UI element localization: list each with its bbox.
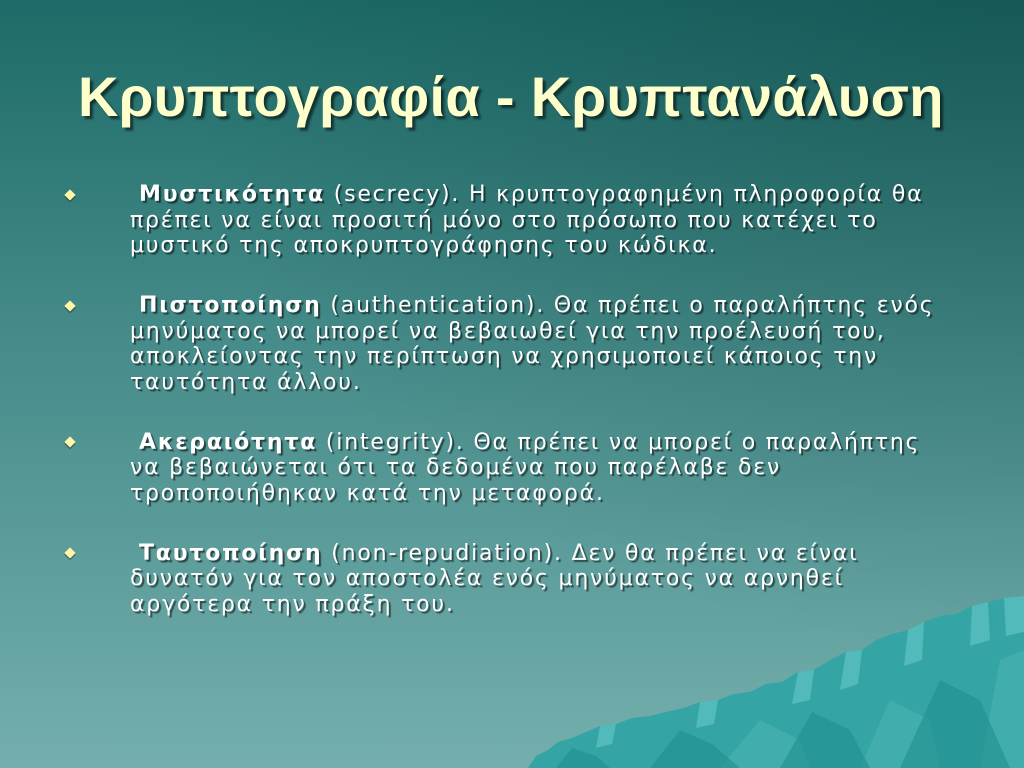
- bullet-line: [130, 541, 858, 567]
- bullet-line-text: (secrecy). Η κρυπτογραφημένη πληροφορία θα: [333, 182, 924, 207]
- bullet-text: [130, 293, 1024, 395]
- bullet-line-text: να βεβαιώνεται ότι τα δεδομένα που παρέλαβε δεν: [130, 455, 782, 480]
- bullet-line-text: (non-repudiation). Δεν θα πρέπει να είναι: [331, 540, 859, 566]
- slide-title: Κρυπτογραφία - Κρυπτανάλυση: [78, 65, 944, 128]
- bullet-line-text: αποκλείοντας την περίπτωση να χρησιμοποιεί κάποιος την: [130, 344, 879, 369]
- bullet-line-text: ταυτότητα άλλου.: [130, 369, 362, 395]
- bullet-line-text: μυστικό της αποκρυπτογράφησης του κώδικα.: [130, 233, 718, 258]
- bullet-item-secrecy: [0, 182, 1024, 259]
- bullet-line-text: αργότερα την πράξη του.: [130, 591, 455, 617]
- bullet-item-non-repudiation: [0, 541, 1024, 618]
- bullet-line-text: πρέπει να είναι προσιτή μόνο στο πρόσωπο που κατέχει το: [130, 207, 878, 233]
- bullet-line-text: μηνύματος να μπορεί να βεβαιωθεί για την προέλευσή του,: [130, 318, 886, 344]
- diamond-bullet-icon: [64, 548, 75, 559]
- bullet-line: [130, 430, 920, 456]
- bullet-line-text: τροποποιήθηκαν κατά την μεταφορά.: [130, 480, 605, 506]
- bullet-line-text: δυνατόν για τον αποστολέα ενός μηνύματος να αρνηθεί: [130, 566, 844, 591]
- bullet-line-text: (authentication). Θα πρέπει ο παραλήπτης ενός: [330, 293, 935, 318]
- bullet-text: [130, 541, 1024, 618]
- bullet-term: Μυστικότητα: [139, 182, 325, 207]
- bullet-term: Ταυτοποίηση: [139, 540, 323, 566]
- bullet-list: [0, 182, 1024, 652]
- bullet-line: [130, 182, 923, 208]
- diamond-bullet-icon: [64, 437, 75, 448]
- bullet-line: [130, 293, 935, 319]
- bullet-line-text: (integrity). Θα πρέπει να μπορεί ο παραλήπτης: [325, 429, 921, 455]
- diamond-bullet-icon: [64, 189, 75, 200]
- bullet-item-integrity: [0, 430, 1024, 507]
- bullet-item-authentication: [0, 293, 1024, 395]
- bullet-term: Ακεραιότητα: [139, 429, 318, 455]
- bullet-term: Πιστοποίηση: [139, 293, 322, 318]
- diamond-bullet-icon: [64, 300, 75, 311]
- bullet-text: [130, 430, 1024, 507]
- bullet-text: [130, 182, 1024, 259]
